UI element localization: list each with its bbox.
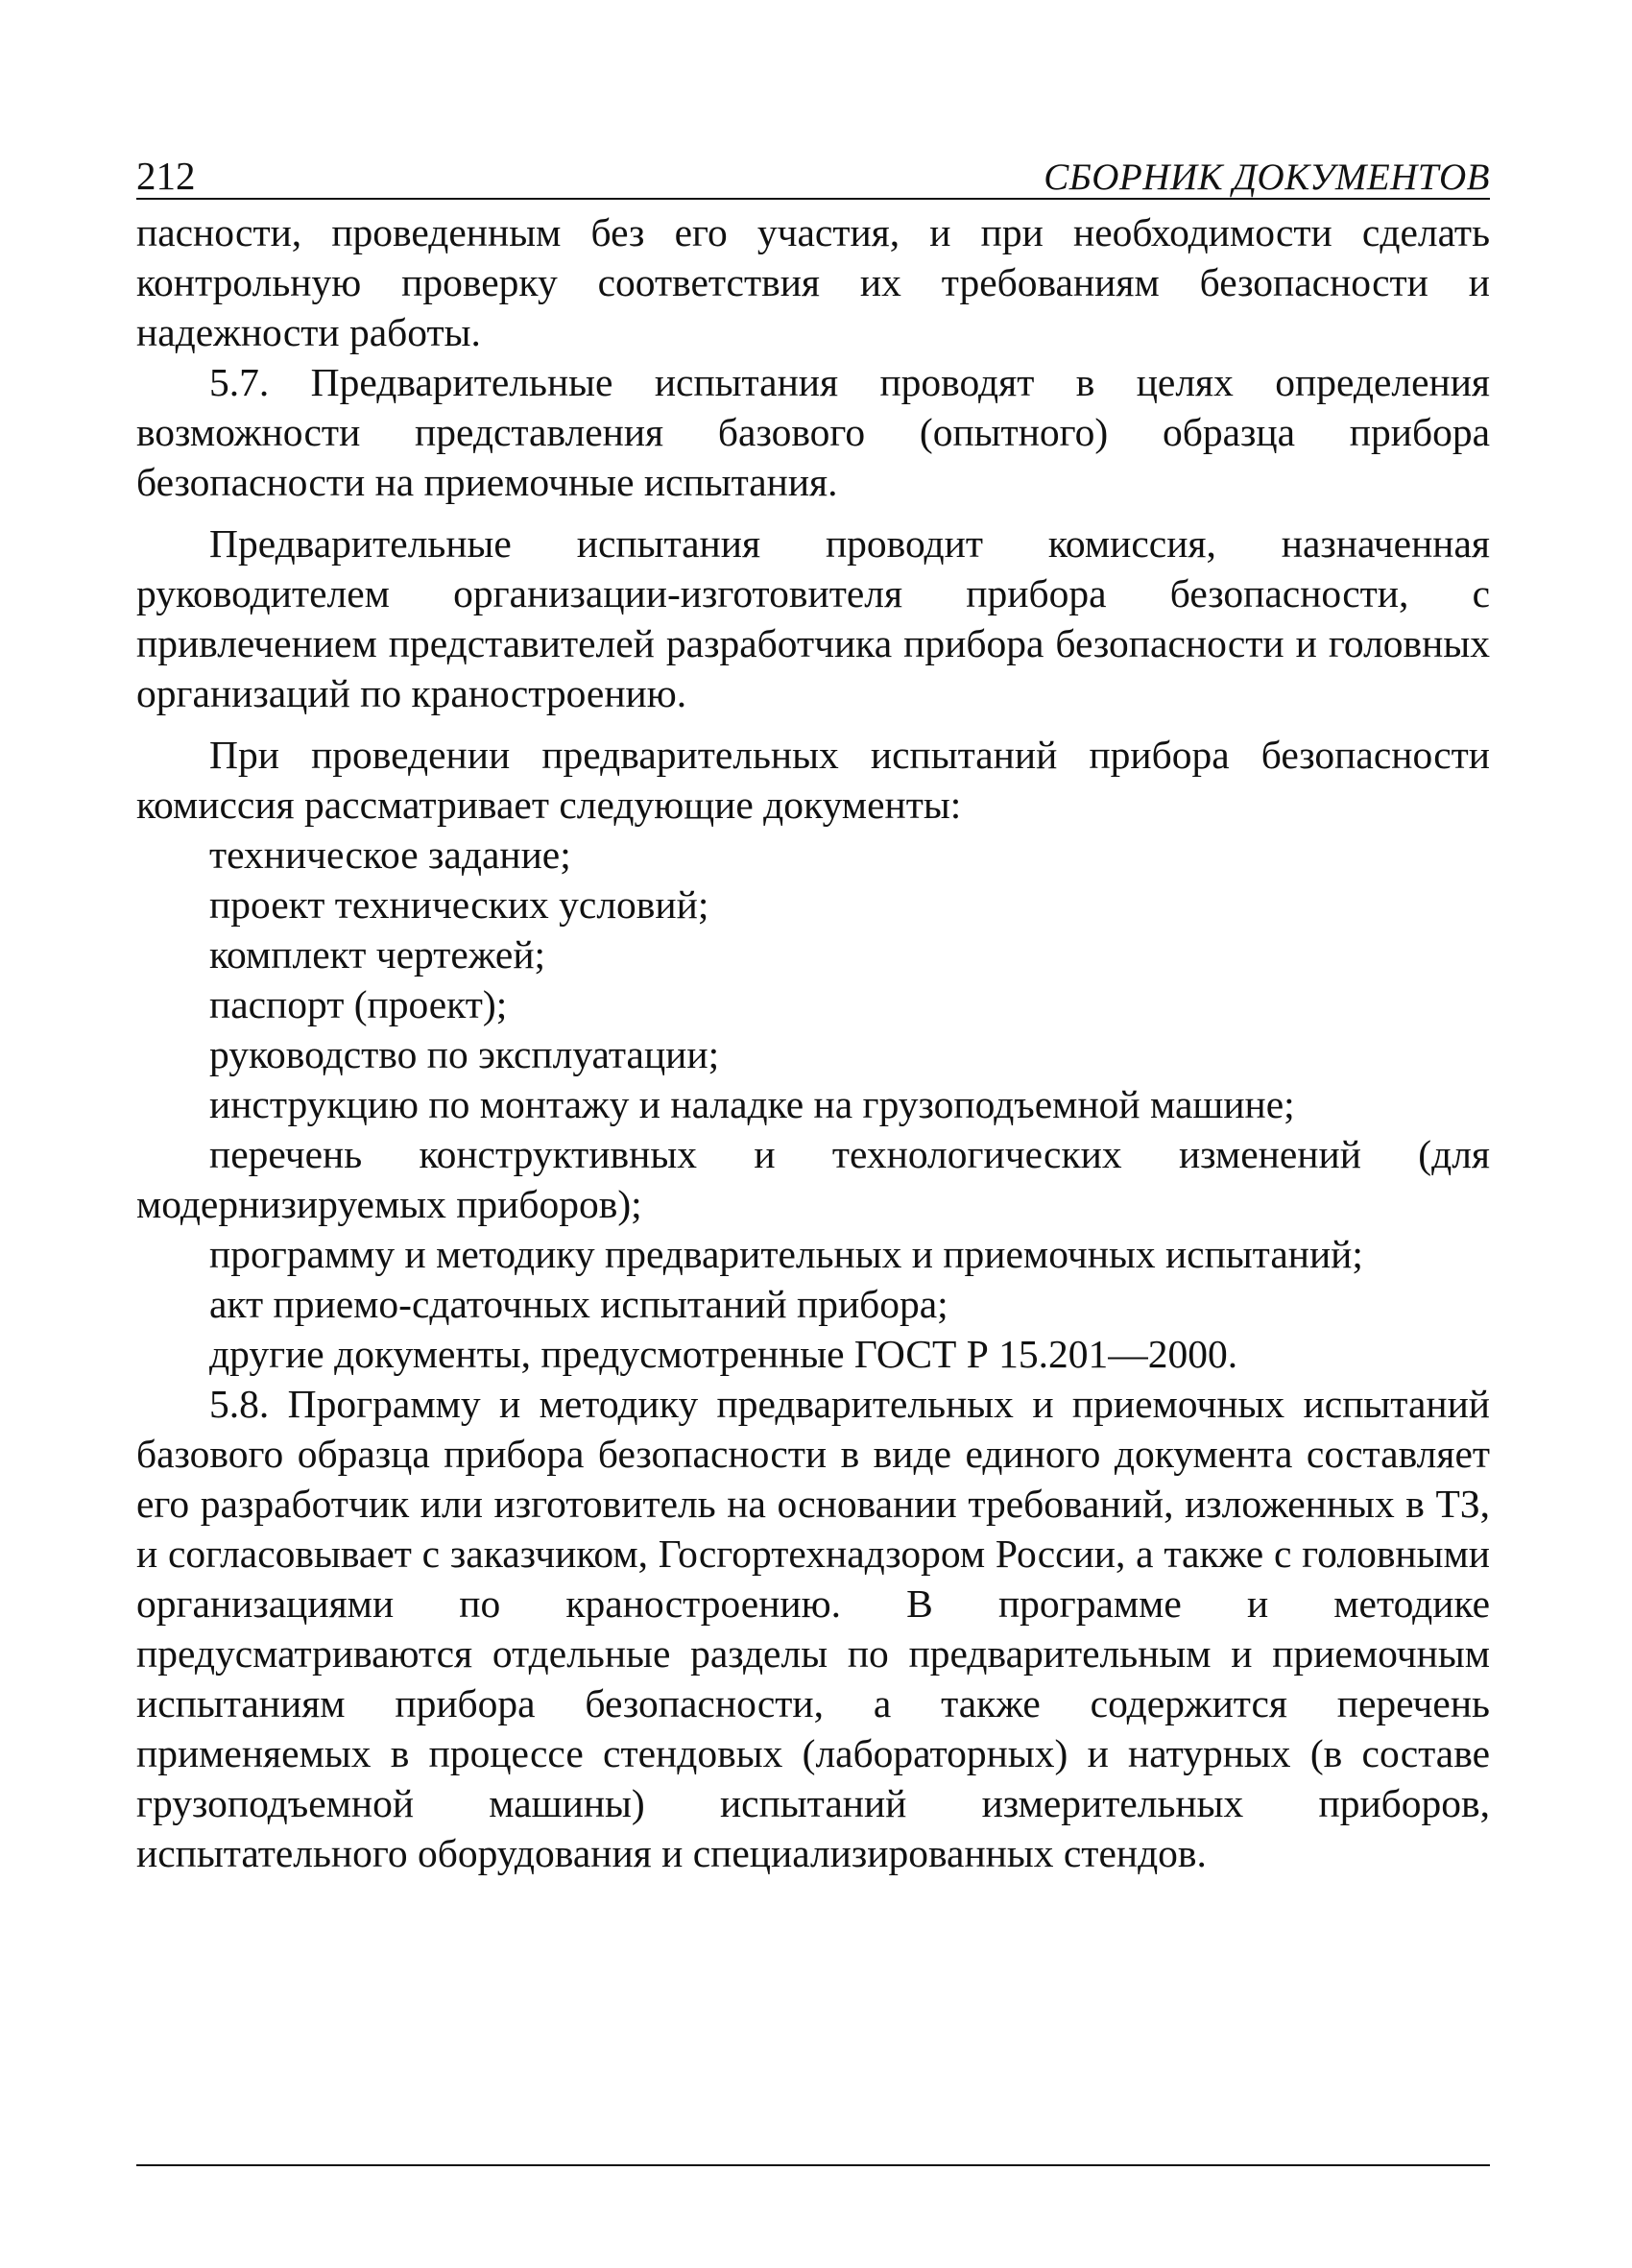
- list-item: перечень конструктивных и технологических изменений (для модернизируемых приборов);: [136, 1132, 1490, 1226]
- running-title: СБОРНИК ДОКУМЕНТОВ: [1044, 157, 1490, 198]
- list-item: проект технических условий;: [209, 882, 709, 927]
- paragraph-documents-intro: При проведении предварительных испытаний прибора безопасности комиссия рассматривает следующие документы:: [136, 733, 1490, 827]
- page-body: [136, 207, 1490, 1878]
- list-item: программу и методику предварительных и приемочных испытаний;: [209, 1232, 1363, 1276]
- list-item: руководство по эксплуатации;: [209, 1032, 720, 1076]
- document-page: [136, 144, 1490, 1878]
- list-item: техническое задание;: [209, 832, 571, 877]
- footer-rule: [136, 2164, 1490, 2166]
- list-item: акт приемо-сдаточных испытаний прибора;: [209, 1282, 948, 1326]
- list-item: паспорт (проект);: [209, 982, 508, 1026]
- paragraph-continuation: пасности, проведенным без его участия, и при необходимости сделать контрольную проверку соответствия их требованиям безопасности и надежности работы.: [136, 210, 1490, 354]
- list-item: другие документы, предусмотренные ГОСТ Р 15.201—2000.: [209, 1332, 1238, 1376]
- paragraph-5-7: 5.7. Предварительные испытания проводят в целях определения возможности представления базового (опытного) образца прибора безопасности на приемочные испытания.: [136, 360, 1490, 504]
- page-number: 212: [136, 154, 196, 198]
- page-header: [136, 144, 1490, 200]
- list-item: инструкцию по монтажу и наладке на грузоподъемной машине;: [209, 1082, 1295, 1126]
- paragraph-commission: Предварительные испытания проводит комиссия, назначенная руководителем организации-изготовителя прибора безопасности, с привлечением представителей разработчика прибора безопасности и головных организаций по краностроению.: [136, 521, 1490, 715]
- list-item: комплект чертежей;: [209, 932, 546, 977]
- paragraph-5-8: 5.8. Программу и методику предварительных и приемочных испытаний базового образца прибора безопасности в виде единого документа составляет его разработчик или изготовитель на основании требований, изложенных в ТЗ, и согласовывает с заказчиком, Госгортехнадзором России, а также с головными организациями по краностроению. В программе и методике предусматриваются отдельные разделы по предварительным и приемочным испытаниям прибора безопасности, а также содержится перечень применяемых в процессе стендовых (лабораторных) и натурных (в составе грузоподъемной машины) испытаний измерительных приборов, испытательного оборудования и специализированных стендов.: [136, 1382, 1490, 1875]
